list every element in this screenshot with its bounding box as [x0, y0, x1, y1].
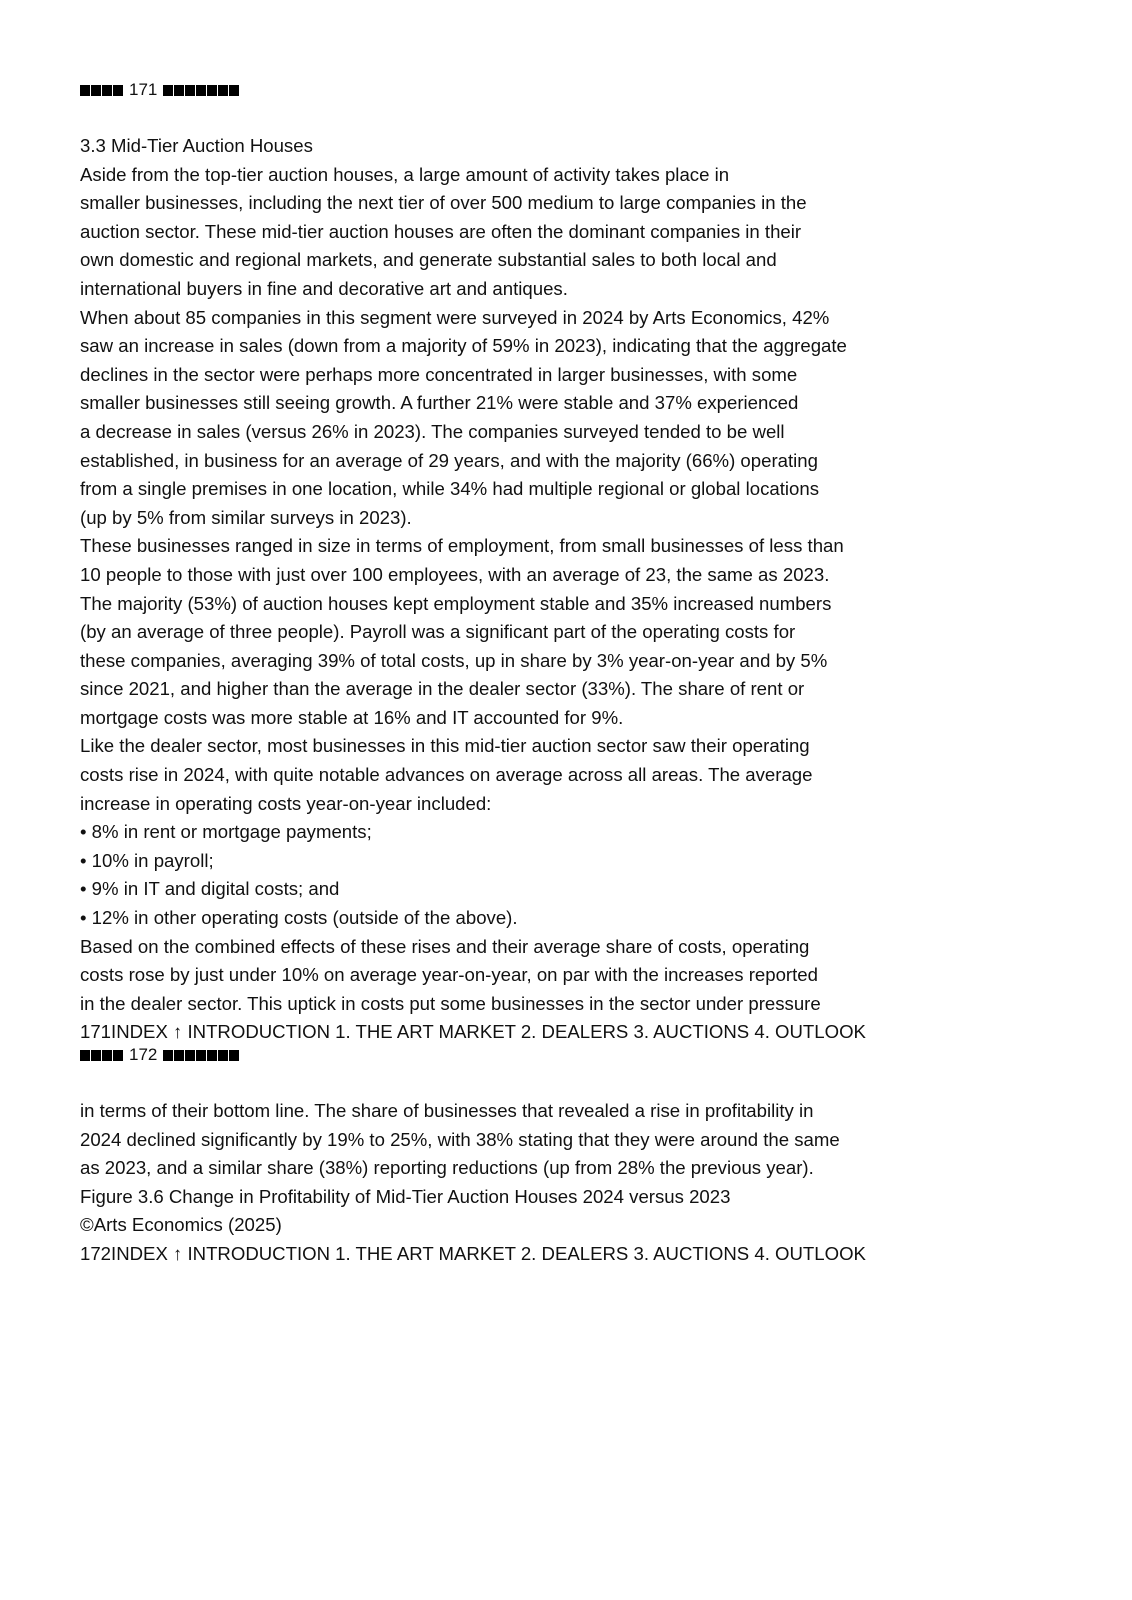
text-line: These businesses ranged in size in terms of employment, from small businesses of less than — [80, 535, 844, 557]
redaction-blocks-right — [163, 85, 239, 96]
body-text — [80, 161, 1080, 1019]
text-line: a decrease in sales (versus 26% in 2023). The companies surveyed tended to be well — [80, 420, 785, 442]
text-line: from a single premises in one location, while 34% had multiple regional or global locations — [80, 478, 819, 500]
bullet-item: • 10% in payroll; — [80, 849, 214, 871]
text-line: own domestic and regional markets, and generate substantial sales to both local and — [80, 249, 777, 271]
text-line: declines in the sector were perhaps more concentrated in larger businesses, with some — [80, 363, 798, 385]
text-line: 2024 declined significantly by 19% to 25%, with 38% stating that they were around the same — [80, 1128, 840, 1150]
page-footer-nav: 171INDEX ↑ INTRODUCTION 1. THE ART MARKET 2. DEALERS 3. AUCTIONS 4. OUTLOOK — [80, 1021, 866, 1043]
text-line: established, in business for an average of 29 years, and with the majority (66%) operating — [80, 449, 818, 471]
page-number: 172 — [129, 1045, 158, 1064]
redaction-blocks-right — [163, 1050, 239, 1061]
bullet-item: • 12% in other operating costs (outside of the above). — [80, 907, 518, 929]
text-line: saw an increase in sales (down from a majority of 59% in 2023), indicating that the aggregate — [80, 335, 847, 357]
text-line: When about 85 companies in this segment were surveyed in 2024 by Arts Economics, 42% — [80, 306, 830, 328]
text-line: (up by 5% from similar surveys in 2023). — [80, 506, 412, 528]
section-heading: 3.3 Mid-Tier Auction Houses — [80, 135, 313, 156]
bullet-item: • 8% in rent or mortgage payments; — [80, 821, 372, 843]
page-172 — [80, 1043, 1080, 1269]
page-marker — [80, 78, 1080, 102]
text-line: increase in operating costs year-on-year included: — [80, 792, 492, 814]
text-line: costs rise in 2024, with quite notable advances on average across all areas. The average — [80, 764, 813, 786]
text-line: in terms of their bottom line. The share of businesses that revealed a rise in profitability in — [80, 1100, 814, 1121]
page-marker — [80, 1043, 1080, 1067]
figure-caption: Figure 3.6 Change in Profitability of Mid-Tier Auction Houses 2024 versus 2023 — [80, 1185, 731, 1207]
text-line: auction sector. These mid-tier auction houses are often the dominant companies in their — [80, 220, 802, 242]
page-171 — [80, 78, 1080, 1047]
text-line: international buyers in fine and decorative art and antiques. — [80, 277, 568, 299]
text-line: in the dealer sector. This uptick in costs put some businesses in the sector under pressure — [80, 992, 821, 1014]
text-line: Like the dealer sector, most businesses in this mid-tier auction sector saw their operating — [80, 735, 810, 757]
redaction-blocks-left — [80, 1050, 123, 1061]
text-line: smaller businesses, including the next tier of over 500 medium to large companies in the — [80, 192, 807, 214]
bullet-item: • 9% in IT and digital costs; and — [80, 878, 340, 900]
text-line: mortgage costs was more stable at 16% and IT accounted for 9%. — [80, 706, 624, 728]
page-number: 171 — [129, 80, 158, 99]
text-line: as 2023, and a similar share (38%) reporting reductions (up from 28% the previous year). — [80, 1157, 814, 1179]
text-line: smaller businesses still seeing growth. A further 21% were stable and 37% experienced — [80, 392, 799, 414]
text-line: The majority (53%) of auction houses kept employment stable and 35% increased numbers — [80, 592, 832, 614]
text-line: these companies, averaging 39% of total costs, up in share by 3% year-on-year and by 5% — [80, 649, 828, 671]
body-text — [80, 1097, 1080, 1240]
page-footer-nav: 172INDEX ↑ INTRODUCTION 1. THE ART MARKET 2. DEALERS 3. AUCTIONS 4. OUTLOOK — [80, 1242, 866, 1264]
text-line: Aside from the top-tier auction houses, a large amount of activity takes place in — [80, 163, 730, 185]
redaction-blocks-left — [80, 85, 123, 96]
text-line: since 2021, and higher than the average in the dealer sector (33%). The share of rent or — [80, 678, 805, 700]
text-line: (by an average of three people). Payroll was a significant part of the operating costs for — [80, 621, 796, 643]
text-line: Based on the combined effects of these rises and their average share of costs, operating — [80, 935, 810, 957]
text-line: costs rose by just under 10% on average year-on-year, on par with the increases reported — [80, 964, 818, 986]
text-line: 10 people to those with just over 100 employees, with an average of 23, the same as 2023. — [80, 563, 830, 585]
figure-credit: ©Arts Economics (2025) — [80, 1214, 282, 1236]
